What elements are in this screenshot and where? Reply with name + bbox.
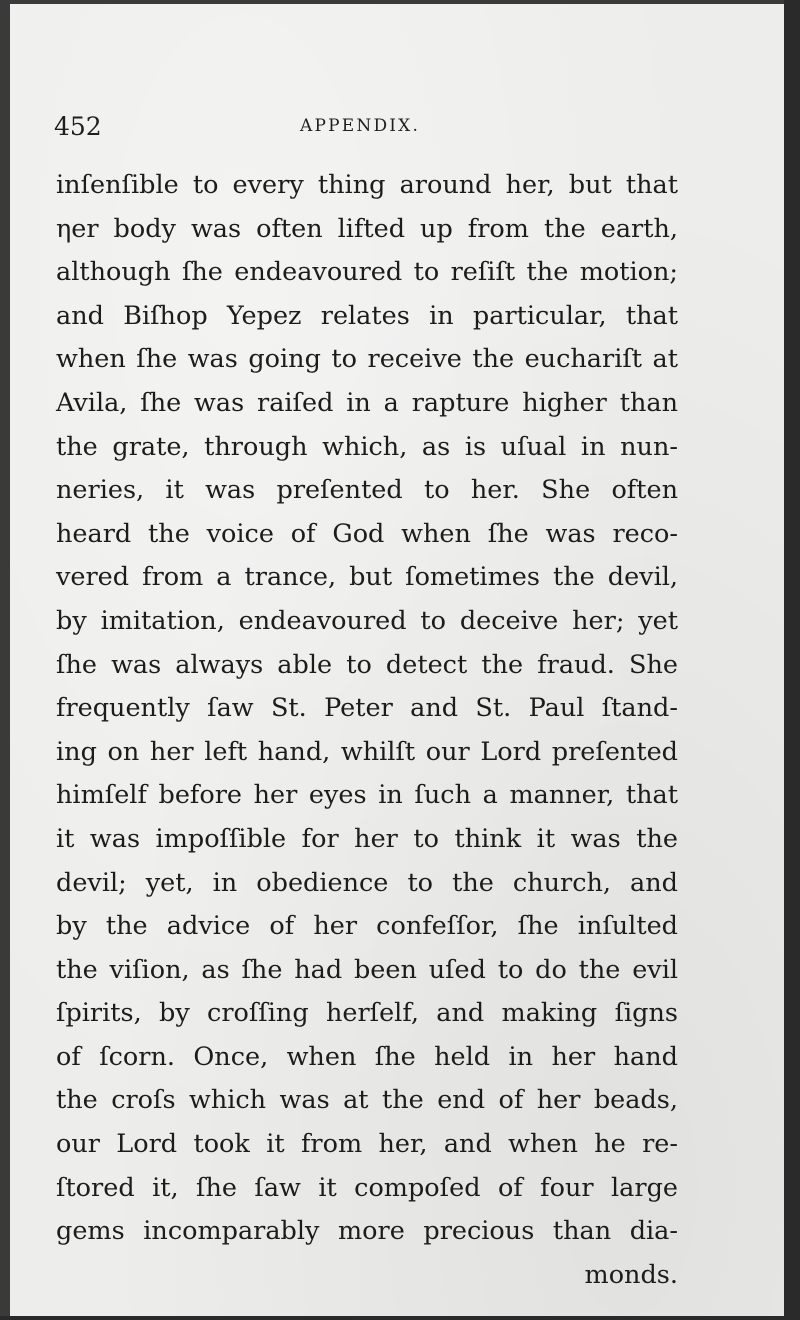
text-line: Avila, ſhe was raiſed in a rapture higher than [56, 387, 678, 418]
running-head [54, 112, 680, 146]
text-line: and Biſhop Yepez relates in particular, that [56, 300, 678, 331]
page-edge-shadow [784, 0, 800, 1320]
page-edge-shadow [0, 1316, 800, 1320]
text-line: devil; yet, in obedience to the church, and [56, 867, 678, 898]
text-line: neries, it was preſented to her. She often [56, 475, 678, 506]
text-line: ηer body was often lifted up from the earth, [56, 213, 678, 244]
text-line: heard the voice of God when ſhe was reco- [56, 518, 678, 549]
text-line: the viſion, as ſhe had been uſed to do the evil [56, 954, 678, 985]
catchword-line: monds. [584, 1259, 678, 1290]
text-line: by the advice of her confeſſor, ſhe inſulted [56, 911, 678, 942]
text-line: gems incomparably more precious than dia- [56, 1216, 678, 1247]
running-head-title: APPENDIX. [300, 116, 421, 136]
text-line: frequently ſaw St. Peter and St. Paul ſtand- [56, 693, 678, 724]
text-line: our Lord took it from her, and when he re- [56, 1129, 678, 1160]
text-line: ſtored it, ſhe ſaw it compoſed of four large [56, 1172, 678, 1203]
text-line: vered from a trance, but ſometimes the devil, [56, 562, 678, 593]
text-line: it was impoſſible for her to think it was the [56, 823, 678, 854]
book-page [10, 4, 784, 1316]
text-line: the croſs which was at the end of her beads, [56, 1085, 678, 1116]
text-line: by imitation, endeavoured to deceive her; yet [56, 605, 678, 636]
text-line: ſhe was always able to detect the fraud. She [56, 649, 678, 680]
text-line: of ſcorn. Once, when ſhe held in her hand [56, 1041, 678, 1072]
body-text [56, 164, 678, 1297]
page-number: 452 [54, 112, 102, 141]
text-line: the grate, through which, as is uſual in nun- [56, 431, 678, 462]
text-line: inſenſible to every thing around her, but that [56, 170, 678, 200]
text-line: ing on her left hand, whilſt our Lord preſented [56, 736, 678, 767]
text-line: ſpirits, by croſſing herſelf, and making ſigns [56, 998, 678, 1029]
text-line: although ſhe endeavoured to reſiſt the motion; [56, 257, 678, 288]
text-line: when ſhe was going to receive the euchariſt at [56, 344, 678, 375]
text-line: himſelf before her eyes in ſuch a manner, that [56, 780, 678, 811]
